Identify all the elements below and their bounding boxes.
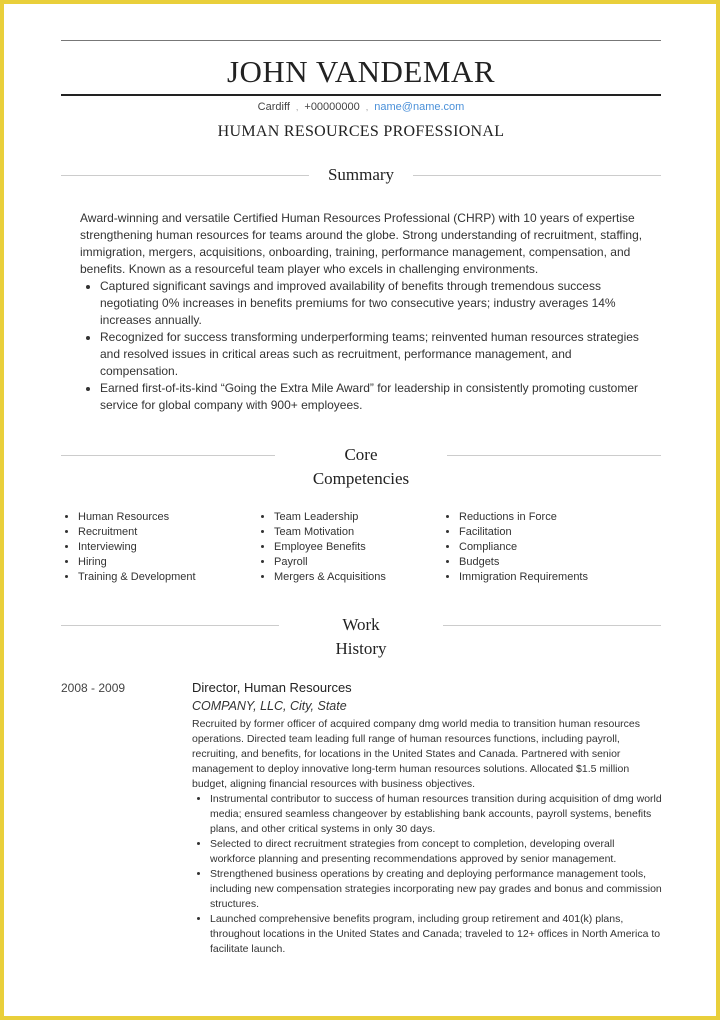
resume-page: [4, 4, 716, 1016]
competency-item: • Hiring: [78, 555, 196, 570]
job-dates: 2008 - 2009: [61, 681, 126, 695]
contact-separator: ,: [365, 102, 369, 112]
competencies-heading-line1: Core: [344, 445, 378, 464]
work-heading-line1: Work: [342, 615, 380, 634]
competency-item: • Team Motivation: [274, 525, 386, 540]
competencies-heading-line2: Competencies: [312, 469, 410, 488]
summary-section: [80, 210, 650, 414]
contact-email-link[interactable]: name@name.com: [374, 101, 465, 113]
competencies-heading: [61, 443, 661, 491]
heading-rule-right: [447, 455, 661, 456]
competency-item: • Training & Development: [78, 570, 196, 585]
competency-item: • Compliance: [459, 540, 588, 555]
summary-bullet: • Recognized for success transforming underperforming teams; reinvented human resources strategies and resolved issues in critical areas such as recruitment, performance management, and compensation.: [100, 329, 650, 380]
summary-bullet: • Earned first-of-its-kind “Going the Extra Mile Award” for leadership in consistently promoting customer service for global company with 900+ employees.: [100, 380, 650, 414]
work-history-heading: [61, 613, 661, 661]
contact-line: [61, 100, 661, 114]
competency-item: • Recruitment: [78, 525, 196, 540]
heading-rule-right: [443, 625, 661, 626]
heading-rule-right: [413, 175, 661, 176]
competency-item: • Human Resources: [78, 510, 196, 525]
competency-item: • Interviewing: [78, 540, 196, 555]
summary-heading: [61, 163, 661, 187]
competency-item: • Mergers & Acquisitions: [274, 570, 386, 585]
candidate-name: JOHN VANDEMAR: [226, 54, 496, 89]
competency-item: • Reductions in Force: [459, 510, 588, 525]
contact-phone: +00000000: [304, 101, 360, 113]
competency-item: • Employee Benefits: [274, 540, 386, 555]
summary-heading-text: Summary: [327, 165, 395, 184]
summary-paragraph: Award-winning and versatile Certified Human Resources Professional (CHRP) with 10 years of expertise strengthening human resources for teams around the globe. Strong understanding of recruitment, staffing, immigration, mergers, acquisitions, onboarding, training, performance management, compensation, and benefits. Known as a resourceful team player who excels in challenging environments.: [80, 211, 643, 276]
summary-bullet: • Captured significant savings and improved availability of benefits through tremendous success negotiating 0% increases in benefits premiums for two consecutive years; industry averages 14% increases annually.: [100, 278, 650, 329]
job-description: Recruited by former officer of acquired company dmg world media to transition human resources operations. Directed team leading full range of human resources functions, including payroll, recruiting, and benefits, for locations in the United States and Canada. Partnered with senior management to deploy innovative long-term human resources solutions. Allocated $1.5 million budget, aligning financial resources with business objectives.: [192, 718, 641, 790]
summary-bullet-list: [80, 278, 650, 414]
job-entry: [192, 679, 662, 957]
competencies-column-3: [442, 510, 588, 585]
job-bullet: • Instrumental contributor to success of human resources transition during acquisition of dmg world media; ensured seamless changeover by establishing bank accounts, payroll systems, benefits plans, and other critical systems in only 30 days.: [210, 792, 662, 837]
contact-separator: ,: [295, 102, 299, 112]
name-underline: [61, 94, 661, 96]
competency-item: • Facilitation: [459, 525, 588, 540]
competencies-column-1: [61, 510, 196, 585]
competency-item: • Payroll: [274, 555, 386, 570]
competencies-column-2: [257, 510, 386, 585]
top-divider: [61, 40, 661, 41]
professional-title: HUMAN RESOURCES PROFESSIONAL: [217, 123, 505, 140]
job-bullet: • Strengthened business operations by creating and deploying performance management tools, including new compensation strategies incorporating new pay grades and bonus and commission structures.: [210, 867, 662, 912]
competency-item: • Budgets: [459, 555, 588, 570]
job-bullet: • Launched comprehensive benefits program, including group retirement and 401(k) plans, throughout locations in the United States and Canada; traveled to 12+ offices in North America to facilitate launch.: [210, 912, 662, 957]
job-role: Director, Human Resources: [192, 680, 352, 695]
job-bullet-list: [192, 792, 662, 957]
job-bullet: • Selected to direct recruitment strategies from concept to completion, developing overall workforce planning and presenting recommendations approved by senior management.: [210, 837, 662, 867]
job-company: COMPANY, LLC, City, State: [192, 699, 347, 713]
competency-item: • Team Leadership: [274, 510, 386, 525]
work-heading-line2: History: [335, 639, 387, 658]
competency-item: • Immigration Requirements: [459, 570, 588, 585]
contact-city: Cardiff: [257, 101, 290, 113]
